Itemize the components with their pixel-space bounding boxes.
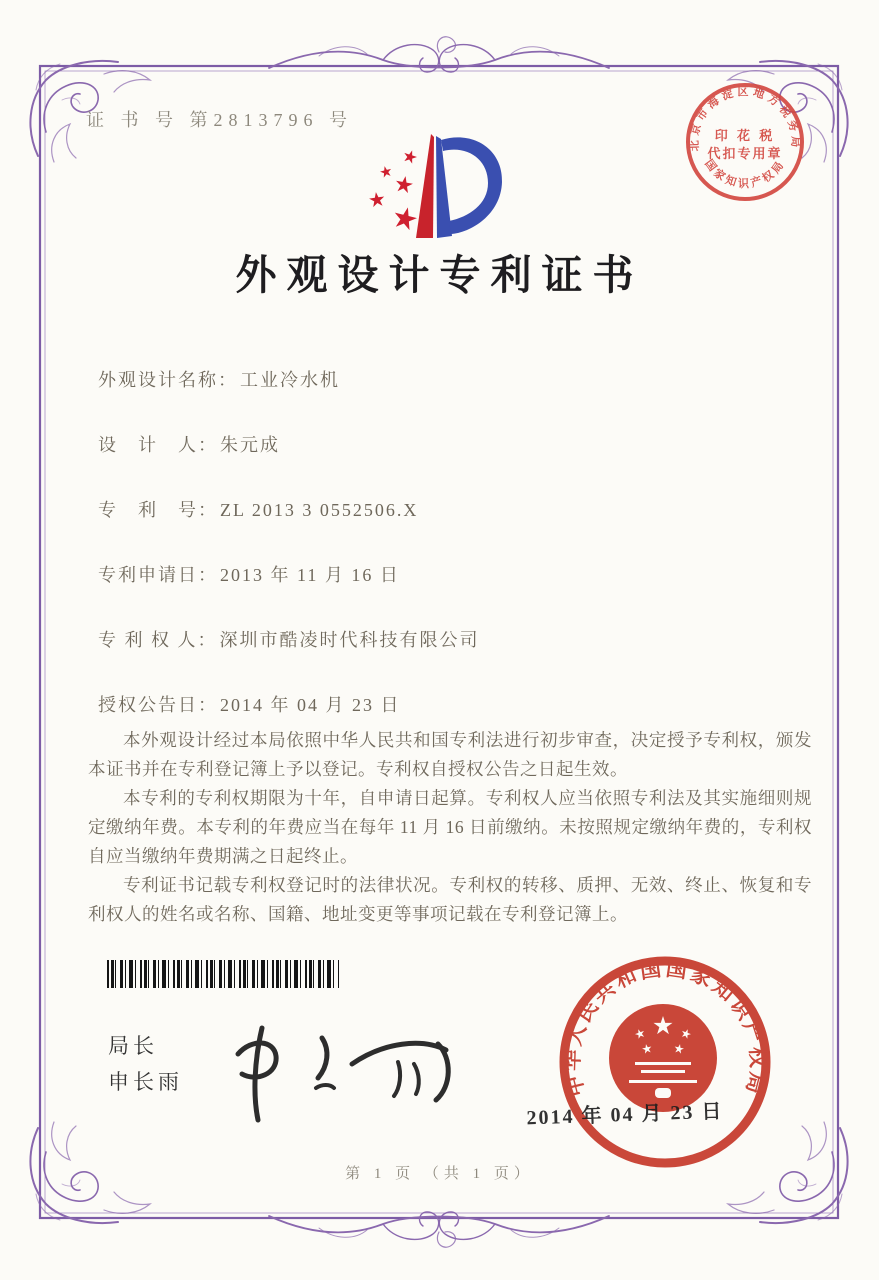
commissioner-name: 申长雨 bbox=[108, 1071, 183, 1094]
tax-seal-center-line2: 代扣专用章 bbox=[707, 146, 783, 161]
field-design-name bbox=[98, 366, 340, 392]
field-value: 工业冷水机 bbox=[240, 370, 340, 390]
logo-stars bbox=[368, 148, 419, 231]
field-patent-number bbox=[98, 496, 418, 522]
national-emblem-icon bbox=[609, 1004, 717, 1112]
field-label: 专 利 号： bbox=[98, 500, 218, 520]
field-patentee bbox=[98, 626, 480, 652]
field-value: 2014 年 04 月 23 日 bbox=[220, 695, 401, 715]
field-value: 朱元成 bbox=[220, 435, 280, 455]
commissioner-title: 局长 bbox=[108, 1035, 158, 1058]
body-paragraph: 本外观设计经过本局依照中华人民共和国专利法进行初步审查，决定授予专利权，颁发本证书并在专利登记簿上予以登记。专利权自授权公告之日起生效。 bbox=[88, 730, 812, 779]
barcode bbox=[107, 960, 339, 988]
field-value: 深圳市酷凌时代科技有限公司 bbox=[219, 630, 480, 650]
office-seal-arc-text: 中华人民共和国国家知识产权局 bbox=[559, 956, 771, 1100]
field-value: ZL 2013 3 0552506.X bbox=[220, 500, 419, 520]
certificate-body bbox=[88, 726, 812, 929]
tax-seal-arc-bottom: 国家知识产权局 bbox=[702, 157, 788, 191]
field-label: 专利申请日： bbox=[98, 565, 218, 585]
office-seal-date: 2014 年 04 月 23 日 bbox=[526, 1100, 724, 1130]
svg-text:国家知识产权局 bbox=[702, 156, 788, 190]
page-footer: 第 1 页 （共 1 页） bbox=[345, 1166, 534, 1182]
certificate-title: 外观设计专利证书 bbox=[235, 252, 644, 298]
field-label: 专 利 权 人： bbox=[98, 630, 218, 650]
field-label: 外观设计名称： bbox=[98, 370, 238, 390]
body-paragraph: 本专利的专利权期限为十年，自申请日起算。专利权人应当依照专利法及其实施细则规定缴纳年费。本专利的年费应当在每年 11 月 16 日前缴纳。未按照规定缴纳年费的，专利权自应当缴纳年费期满之日起终止。 bbox=[88, 788, 812, 866]
tax-seal-center-line1: 印 花 税 bbox=[714, 128, 776, 143]
office-seal bbox=[526, 956, 770, 1163]
commissioner-signature bbox=[238, 1028, 448, 1120]
field-grant-date bbox=[98, 691, 401, 717]
field-designer bbox=[98, 431, 280, 457]
field-label: 设 计 人： bbox=[98, 435, 218, 455]
certificate-number: 证 书 号 第2813796 号 bbox=[86, 110, 353, 130]
field-filing-date bbox=[98, 561, 400, 587]
field-label: 授权公告日： bbox=[98, 695, 218, 715]
tax-seal-arc-top: 北京市海淀区地方税务局 bbox=[688, 86, 802, 152]
tax-seal bbox=[687, 84, 802, 199]
body-paragraph: 专利证书记载专利权登记时的法律状况。专利权的转移、质押、无效、终止、恢复和专利权人的姓名或名称、国籍、地址变更等事项记载在专利登记簿上。 bbox=[88, 875, 812, 924]
field-value: 2013 年 11 月 16 日 bbox=[220, 565, 400, 585]
sipo-logo-icon bbox=[368, 134, 502, 238]
